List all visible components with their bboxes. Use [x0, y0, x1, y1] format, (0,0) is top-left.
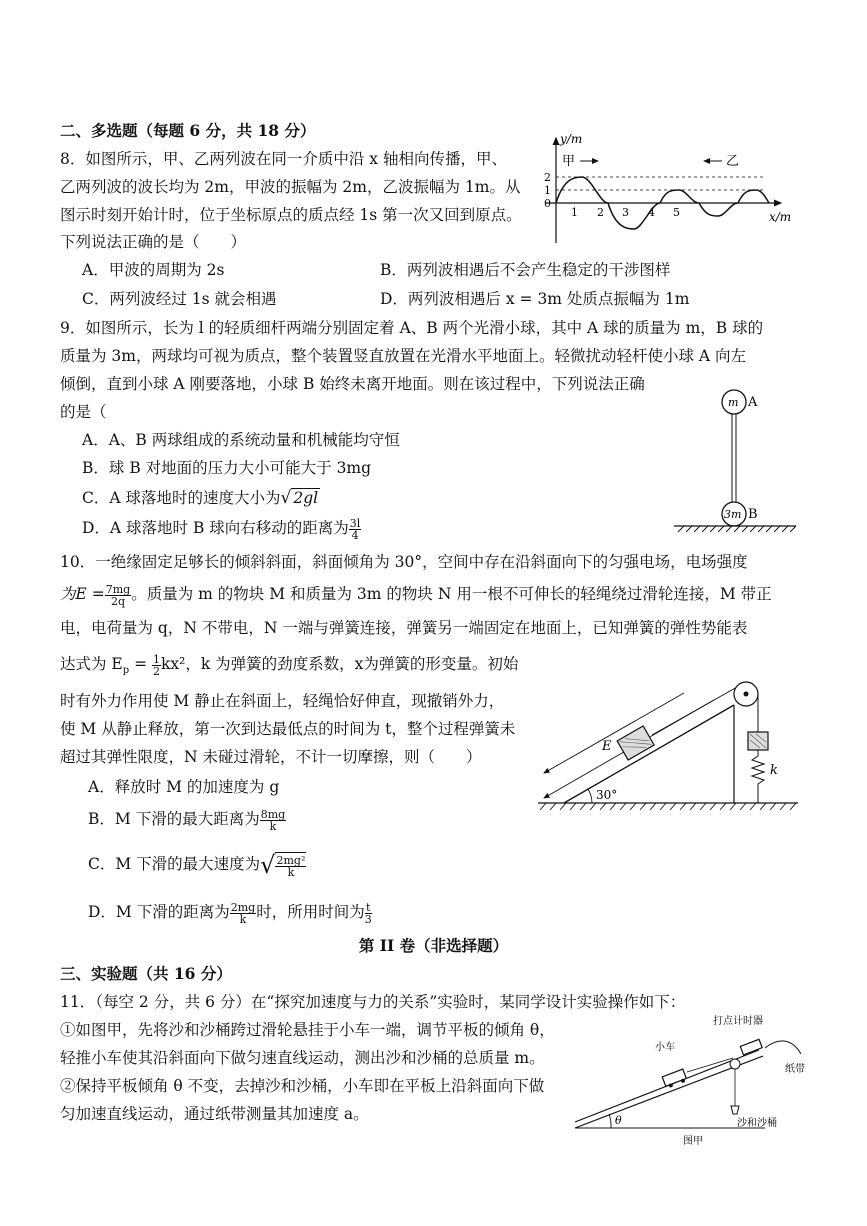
theta-arc: [609, 1114, 611, 1128]
q10-e-fraction: $\frac{7mg}{2q}$: [105, 582, 131, 608]
q10-line4: 达式为 $E_p$ = $\frac{1}{2}$ kx²，k 为弹簧的劲度系数，x为弹簧的形变量。初始: [60, 652, 519, 678]
q8-option-c: C．两列波经过 1s 就会相遇: [82, 290, 277, 308]
sand-label: 沙和沙桶: [737, 1118, 777, 1129]
x-tick-3: 3: [622, 206, 629, 219]
field-line-2: [544, 693, 684, 773]
incline-surface: [564, 705, 734, 803]
x-tick-4: 4: [648, 206, 655, 219]
jia-label: 甲: [562, 154, 576, 169]
part2-title: 第 II 卷（非选择题）: [358, 936, 509, 955]
q10-d-fraction: $\frac{2mg}{k}$: [230, 900, 256, 926]
car-label: 小车: [655, 1042, 675, 1053]
angle-label: 30°: [596, 788, 618, 802]
q10-b-fraction: $\frac{8mg}{k}$: [260, 807, 286, 833]
q8-wave-figure: [536, 128, 796, 248]
q8-line4: 下列说法正确的是（ ）: [60, 233, 247, 251]
q10-d-time-fraction: $\frac{t}{3}$: [364, 900, 372, 926]
q9-line3: 倾倒，直到小球 A 刚要落地，小球 B 始终未离开地面。则在该过程中，下列说法正确: [60, 375, 645, 393]
q10-c-fraction: $\frac{\text{2mg²}}{k}$: [276, 854, 306, 879]
q10-option-a: A．释放时 M 的加速度为 g: [88, 778, 280, 796]
q8-line1: 8．如图所示，甲、乙两列波在同一介质中沿 x 轴相向传播，甲、: [60, 150, 507, 168]
y-tick-2: 2: [544, 171, 551, 184]
rope-incline: [652, 682, 746, 735]
x-tick-1: 1: [571, 206, 578, 219]
q8-line2: 乙两列波的波长均为 2m，甲波的振幅为 2m，乙波振幅为 1m。从: [60, 178, 521, 196]
field-e-label: E: [602, 739, 612, 754]
ground-hatch: [540, 803, 796, 810]
q10-option-c: C．M 下滑的最大速度为√ $\frac{\text{2mg²}}{k}$: [88, 851, 306, 879]
q11-pulley: [730, 1059, 740, 1069]
q10-line2: 为E = $\frac{7mg}{2q}$ 。质量为 m 的物块 M 和质量为 3m 的物块 N 用一根不可伸长的轻绳绕过滑轮连接，M 带正: [60, 582, 772, 608]
q9-option-c: C．A 球落地时的速度大小为√ 2gl: [82, 488, 319, 508]
q8-option-a: A．甲波的周期为 2s: [82, 261, 225, 279]
q9-d-fraction: $\frac{3l}{4}$: [349, 516, 361, 542]
q8-line3: 图示时刻开始计时，位于坐标原点的质点经 1s 第一次又回到原点。: [60, 206, 522, 224]
sand-bucket: [731, 1106, 739, 1114]
tape-label: 纸带: [785, 1064, 805, 1075]
q10-option-b: B．M 下滑的最大距离为 $\frac{8mg}{k}$: [88, 807, 286, 833]
pulley-axle: [744, 692, 749, 697]
ball-a-label: A: [748, 395, 758, 410]
q10-option-d: D．M 下滑的距离为 $\frac{2mg}{k}$ 时，所用时间为 $\frac{t}{3}$: [88, 900, 372, 926]
origin-label: 0: [544, 197, 551, 210]
yi-label: 乙: [726, 154, 740, 169]
x-tick-2: 2: [597, 206, 604, 219]
q9-option-a: A．A、B 两球组成的系统动量和机械能均守恒: [82, 431, 400, 449]
spring: [752, 750, 764, 803]
q10-line6: 使 M 从静止释放，第一次到达最低点的时间为 t，整个过程弹簧未: [60, 720, 516, 738]
q11-line3: 轻推小车使其沿斜面向下做匀速直线运动，测出沙和沙桶的总质量 m。: [60, 1049, 545, 1067]
figure-caption: 图甲: [683, 1136, 703, 1147]
section3-heading: 三、实验题（共 16 分）: [60, 964, 232, 983]
timer-label: 打点计时器: [713, 1016, 763, 1027]
theta-label: θ: [615, 1114, 622, 1127]
q9-option-d: D．A 球落地时 B 球向右移动的距离为 $\frac{3l}{4}$: [82, 516, 361, 542]
ball-a-mass: m: [728, 396, 739, 409]
x-axis-label: x/m: [769, 210, 792, 224]
q10-line7: 超过其弹性限度，N 未碰过滑轮，不计一切摩擦，则（ ）: [60, 748, 482, 766]
q9-option-b: B．球 B 对地面的压力大小可能大于 3mg: [82, 459, 372, 477]
q10-line5: 时有外力作用使 M 静止在斜面上，轻绳恰好伸直，现撤销外力，: [60, 692, 505, 710]
q9-line4: 的是（: [60, 403, 107, 421]
x-tick-5: 5: [673, 206, 680, 219]
q10-line3: 电，电荷量为 q，N 不带电，N 一端与弹簧连接，弹簧另一端固定在地面上，已知弹簧的弹性势能表: [60, 619, 748, 637]
q11-line4: ②保持平板倾角 θ 不变，去掉沙和沙桶，小车即在平板上沿斜面向下做: [60, 1077, 545, 1095]
q9-rod-figure: [670, 384, 800, 534]
q8-option-b: B．两列波相遇后不会产生稳定的干涉图样: [380, 261, 671, 279]
q8-option-d: D．两列波相遇后 x = 3m 处质点振幅为 1m: [380, 290, 690, 308]
ball-b-label: B: [748, 507, 758, 522]
q11-line5: 匀加速直线运动，通过纸带测量其加速度 a。: [60, 1105, 369, 1123]
ball-b-mass: 3m: [724, 508, 742, 521]
timer: [740, 1039, 762, 1055]
y-axis-label: y/m: [560, 132, 583, 146]
ground-hatch: [678, 526, 796, 532]
q11-apparatus-figure: [565, 1010, 815, 1150]
q9-line2: 质量为 3m，两球均可视为质点，整个装置竖直放置在光滑水平地面上。轻微扰动轻杆使小球 A 向左: [60, 347, 747, 365]
q9-c-radicand: 2gl: [293, 489, 319, 507]
q10-incline-figure: [534, 680, 804, 815]
q11-line1: 11．（每空 2 分，共 6 分）在“探究加速度与力的关系”实验时，某同学设计实验操作如下：: [60, 993, 686, 1011]
q9-line1: 9．如图所示，长为 l 的轻质细杆两端分别固定着 A、B 两个光滑小球，其中 A 球的质量为 m，B 球的: [60, 319, 764, 337]
tape-curve: [765, 1041, 801, 1054]
section2-heading: 二、多选题（每题 6 分，共 18 分）: [60, 121, 316, 140]
q10-half-fraction: $\frac{1}{2}$: [153, 652, 160, 678]
q10-line1: 10．一绝缘固定足够长的倾斜斜面，斜面倾角为 30°，空间中存在沿斜面向下的匀强电场，电场强度: [60, 553, 748, 571]
y-tick-1: 1: [544, 184, 551, 197]
spring-k-label: k: [770, 763, 778, 778]
q11-line2: ①如图甲，先将沙和沙桶跨过滑轮悬挂于小车一端，调节平板的倾角 θ，: [60, 1021, 555, 1039]
angle-arc: [588, 789, 592, 803]
